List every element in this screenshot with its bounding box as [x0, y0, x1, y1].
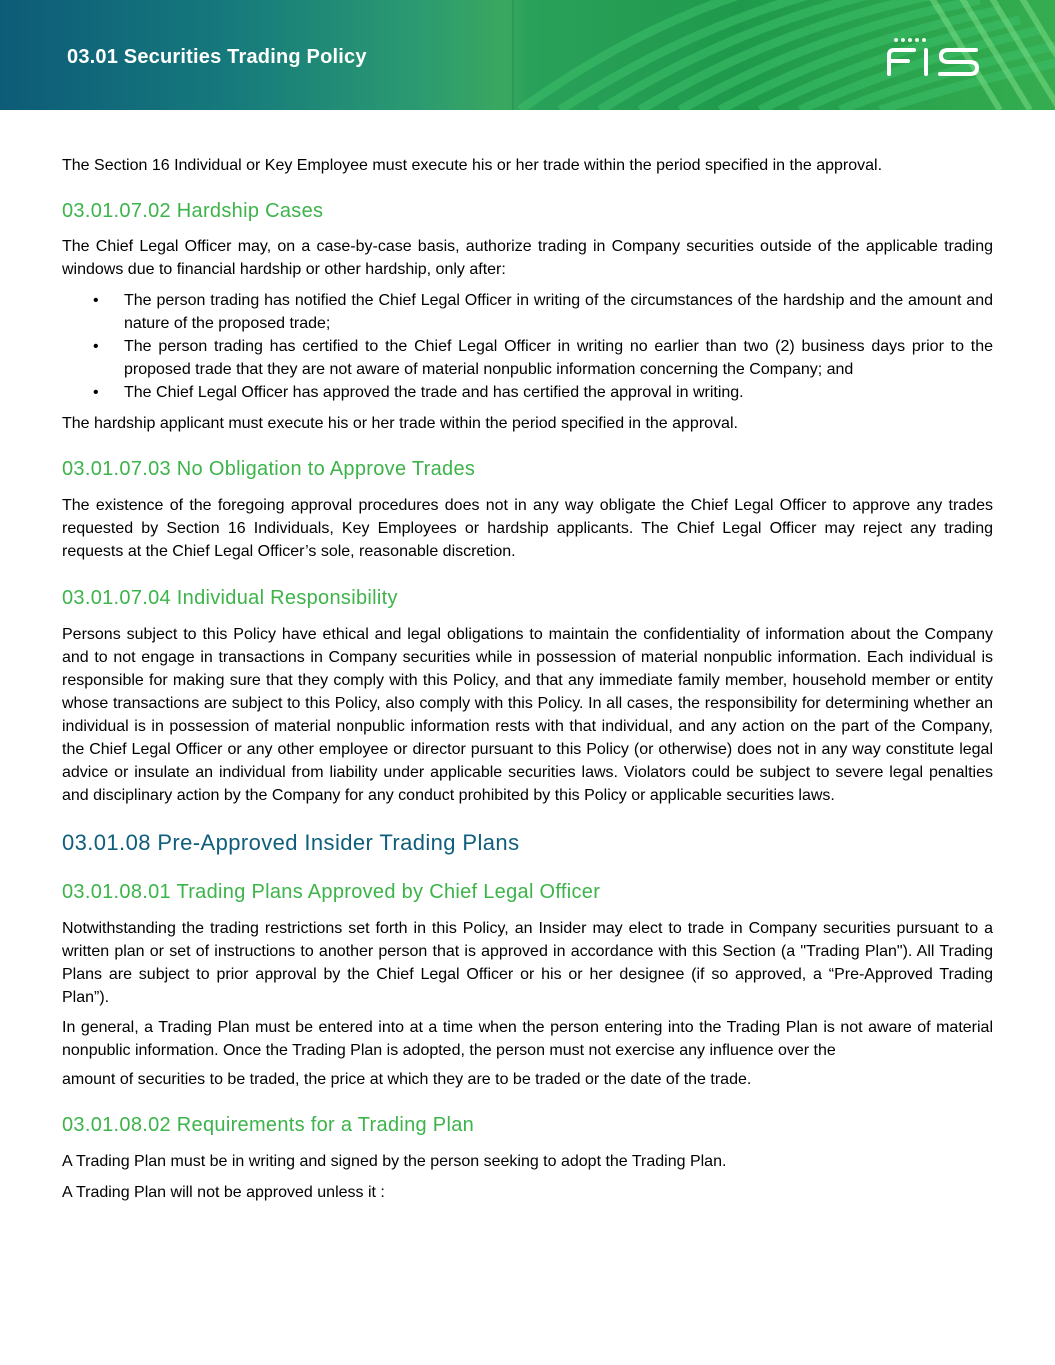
trading-plan-general-paragraph: In general, a Trading Plan must be entered into at a time when the person entering into the Trading Plan is not aware of material nonpublic information. Once the Trading Plan is adopted, the person must not exercise any influence over the [62, 1019, 993, 1059]
heading-trading-plans-approved: 03.01.08.01 Trading Plans Approved by Chief Legal Officer [62, 881, 601, 903]
header-title: 03.01 Securities Trading Policy [67, 46, 367, 68]
bullet-icon: • [93, 292, 99, 309]
heading-no-obligation: 03.01.07.03 No Obligation to Approve Trades [62, 458, 476, 480]
fis-logo [884, 36, 984, 78]
heading-hardship-cases: 03.01.07.02 Hardship Cases [62, 200, 324, 222]
list-item: • The person trading has certified to the Chief Legal Officer in writing no earlier than two (2) business days prior to the proposed trade that they are not aware of material nonpublic information concerning the Company; and [62, 335, 993, 381]
hardship-execution-paragraph: The hardship applicant must execute his or her trade within the period specified in the approval. [62, 415, 738, 432]
heading-pre-approved-plans: 03.01.08 Pre-Approved Insider Trading Plans [62, 830, 520, 855]
document-body [62, 154, 993, 1204]
bullet-icon: • [93, 338, 99, 355]
list-item: • The person trading has notified the Chief Legal Officer in writing of the circumstances of the hardship and the amount and nature of the proposed trade; [62, 289, 993, 335]
page-header [0, 0, 1055, 110]
heading-individual-responsibility: 03.01.07.04 Individual Responsibility [62, 587, 398, 609]
bullet-icon: • [93, 384, 99, 401]
intro-paragraph: The Section 16 Individual or Key Employee must execute his or her trade within the period specified in the approval. [62, 157, 883, 174]
list-item: • The Chief Legal Officer has approved the trade and has certified the approval in writing. [62, 381, 993, 404]
individual-responsibility-paragraph: Persons subject to this Policy have ethical and legal obligations to maintain the confidentiality of information about the Company and to not engage in transactions in Company securities while in possession of material nonpublic information. Each individual is responsible for making sure that they comply with this Policy, and that any immediate family member, household member or entity whose transactions are subject to this Policy, also comply with this Policy. In all cases, the responsibility for determining whether an individual is in possession of material nonpublic information rests with that individual, and any action on the part of the Company, the Chief Legal Officer or any other employee or director pursuant to this Policy (or otherwise) does not in any way constitute legal advice or insulate an individual from liability under applicable securities laws. Violators could be subject to severe legal penalties and disciplinary action by the Company for any conduct prohibited by this Policy or applicable securities laws. [62, 626, 993, 804]
trading-plan-paragraph: Notwithstanding the trading restrictions set forth in this Policy, an Insider may elect to trade in Company securities pursuant to a written plan or set of instructions to another person that is approved in accordance with this Section (a "Trading Plan"). All Trading Plans are subject to prior approval by the Chief Legal Officer or his or her designee (if so approved, a “Pre-Approved Trading Plan”). [62, 920, 993, 1006]
hardship-conditions-list [62, 289, 993, 404]
no-obligation-paragraph: The existence of the foregoing approval procedures does not in any way obligate the Chief Legal Officer to approve any trades requested by Section 16 Individuals, Key Employees or hardship applicants. The Chief Legal Officer may reject any trading requests at the Chief Legal Officer’s sole, reasonable discretion. [62, 497, 993, 560]
trading-plan-continuation-paragraph: amount of securities to be traded, the price at which they are to be traded or the date of the trade. [62, 1071, 752, 1088]
hardship-paragraph: The Chief Legal Officer may, on a case-by-case basis, authorize trading in Company securities outside of the applicable trading windows due to financial hardship or other hardship, only after: [62, 238, 993, 278]
requirements-paragraph-2: A Trading Plan will not be approved unless it : [62, 1184, 385, 1201]
requirements-paragraph-1: A Trading Plan must be in writing and signed by the person seeking to adopt the Trading Plan. [62, 1153, 727, 1170]
heading-requirements: 03.01.08.02 Requirements for a Trading Plan [62, 1114, 475, 1136]
